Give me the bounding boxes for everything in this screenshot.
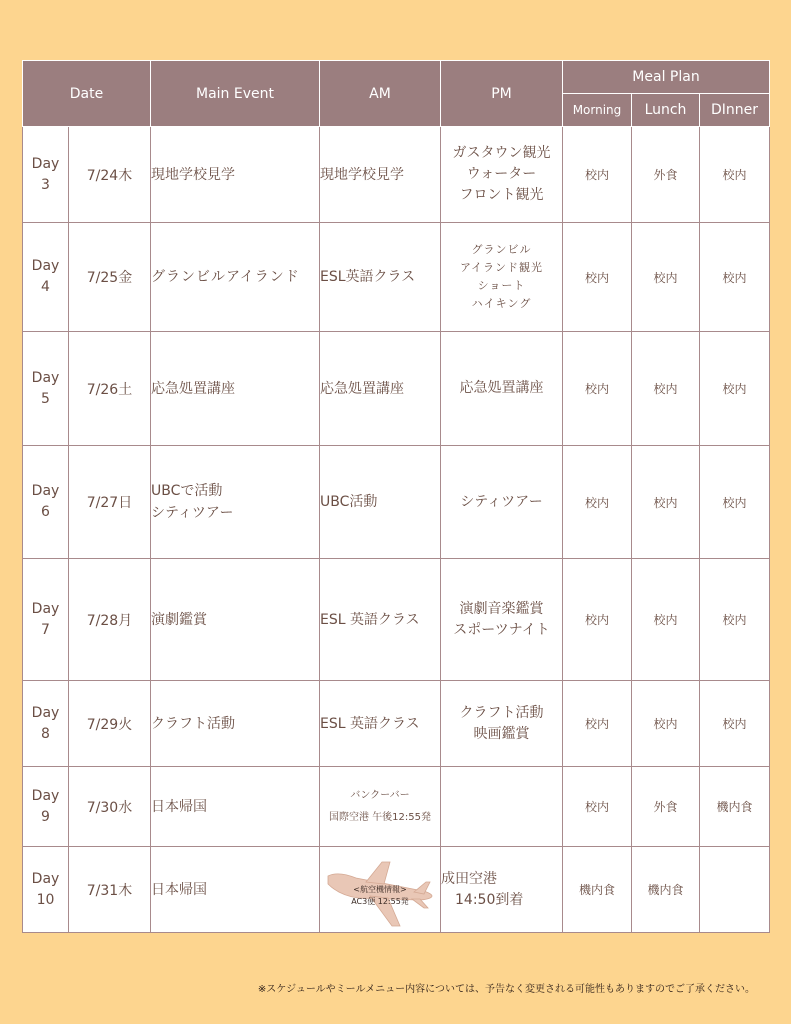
date-cell: 7/24木 — [69, 127, 151, 223]
header-main-event: Main Event — [151, 61, 320, 127]
table-row — [23, 332, 770, 446]
pm-cell: グランビル アイランド観光 ショート ハイキング — [441, 223, 563, 332]
date-cell: 7/25金 — [69, 223, 151, 332]
meal-lunch-cell: 校内 — [632, 332, 700, 446]
table-row — [23, 127, 770, 223]
meal-morning-cell: 校内 — [563, 127, 632, 223]
header-dinner: DInner — [700, 94, 770, 127]
date-cell: 7/26土 — [69, 332, 151, 446]
date-cell: 7/31木 — [69, 847, 151, 933]
main-event-cell: 応急処置講座 — [151, 332, 320, 446]
day-cell: Day 4 — [23, 223, 69, 332]
flight-info-label: <航空機情報> — [353, 884, 407, 894]
flight-number-label: AC3便 12:55発 — [351, 896, 409, 906]
meal-dinner-cell: 校内 — [700, 332, 770, 446]
am-cell — [320, 847, 441, 933]
pm-cell: 成田空港 14:50到着 — [441, 847, 563, 933]
date-cell: 7/29火 — [69, 681, 151, 767]
meal-morning-cell: 校内 — [563, 559, 632, 681]
main-event-cell: UBCで活動 シティツアー — [151, 446, 320, 559]
day-cell: Day 10 — [23, 847, 69, 933]
am-cell: ESL 英語クラス — [320, 681, 441, 767]
meal-lunch-cell: 校内 — [632, 681, 700, 767]
meal-lunch-cell: 機内食 — [632, 847, 700, 933]
table-row — [23, 847, 770, 933]
meal-lunch-cell: 校内 — [632, 559, 700, 681]
pm-cell: 応急処置講座 — [441, 332, 563, 446]
day-cell: Day 3 — [23, 127, 69, 223]
header-am: AM — [320, 61, 441, 127]
header-morning: Morning — [563, 94, 632, 127]
main-event-cell: 日本帰国 — [151, 847, 320, 933]
pm-cell: ガスタウン観光 ウォーター フロント観光 — [441, 127, 563, 223]
table-row — [23, 767, 770, 847]
am-cell: 現地学校見学 — [320, 127, 441, 223]
am-cell: 応急処置講座 — [320, 332, 441, 446]
schedule-table — [22, 60, 770, 933]
day-cell: Day 5 — [23, 332, 69, 446]
meal-morning-cell: 校内 — [563, 223, 632, 332]
meal-morning-cell: 校内 — [563, 681, 632, 767]
pm-cell: クラフト活動 映画鑑賞 — [441, 681, 563, 767]
meal-morning-cell: 校内 — [563, 767, 632, 847]
day-cell: Day 7 — [23, 559, 69, 681]
meal-dinner-cell: 機内食 — [700, 767, 770, 847]
pm-cell-empty — [441, 767, 563, 847]
pm-cell: 演劇音楽鑑賞 スポーツナイト — [441, 559, 563, 681]
pm-cell: シティツアー — [441, 446, 563, 559]
main-event-cell: 現地学校見学 — [151, 127, 320, 223]
am-cell: ESL英語クラス — [320, 223, 441, 332]
meal-lunch-cell: 外食 — [632, 127, 700, 223]
main-event-cell: 演劇鑑賞 — [151, 559, 320, 681]
date-cell: 7/27日 — [69, 446, 151, 559]
header-meal-plan: Meal Plan — [563, 61, 770, 94]
am-cell: ESL 英語クラス — [320, 559, 441, 681]
meal-dinner-cell — [700, 847, 770, 933]
meal-lunch-cell: 校内 — [632, 223, 700, 332]
meal-dinner-cell: 校内 — [700, 223, 770, 332]
header-lunch: Lunch — [632, 94, 700, 127]
meal-morning-cell: 校内 — [563, 332, 632, 446]
day-cell: Day 8 — [23, 681, 69, 767]
main-event-cell: グランビルアイランド — [151, 223, 320, 332]
am-cell: UBC活動 — [320, 446, 441, 559]
meal-dinner-cell: 校内 — [700, 446, 770, 559]
date-cell: 7/28月 — [69, 559, 151, 681]
main-event-cell: クラフト活動 — [151, 681, 320, 767]
table-row — [23, 681, 770, 767]
meal-dinner-cell: 校内 — [700, 559, 770, 681]
day-cell: Day 6 — [23, 446, 69, 559]
table-row — [23, 559, 770, 681]
meal-morning-cell: 機内食 — [563, 847, 632, 933]
day-cell: Day 9 — [23, 767, 69, 847]
header-pm: PM — [441, 61, 563, 127]
meal-dinner-cell: 校内 — [700, 127, 770, 223]
table-row — [23, 223, 770, 332]
meal-morning-cell: 校内 — [563, 446, 632, 559]
main-event-cell: 日本帰国 — [151, 767, 320, 847]
date-cell: 7/30水 — [69, 767, 151, 847]
meal-lunch-cell: 外食 — [632, 767, 700, 847]
table-row — [23, 446, 770, 559]
footnote: ※スケジュールやミールメニュー内容については、予告なく変更される可能性もありますのでご了承ください。 — [257, 984, 755, 995]
header-date: Date — [23, 61, 151, 127]
meal-lunch-cell: 校内 — [632, 446, 700, 559]
meal-dinner-cell: 校内 — [700, 681, 770, 767]
am-cell: バンクーバー 国際空港 午後12:55発 — [320, 767, 441, 847]
